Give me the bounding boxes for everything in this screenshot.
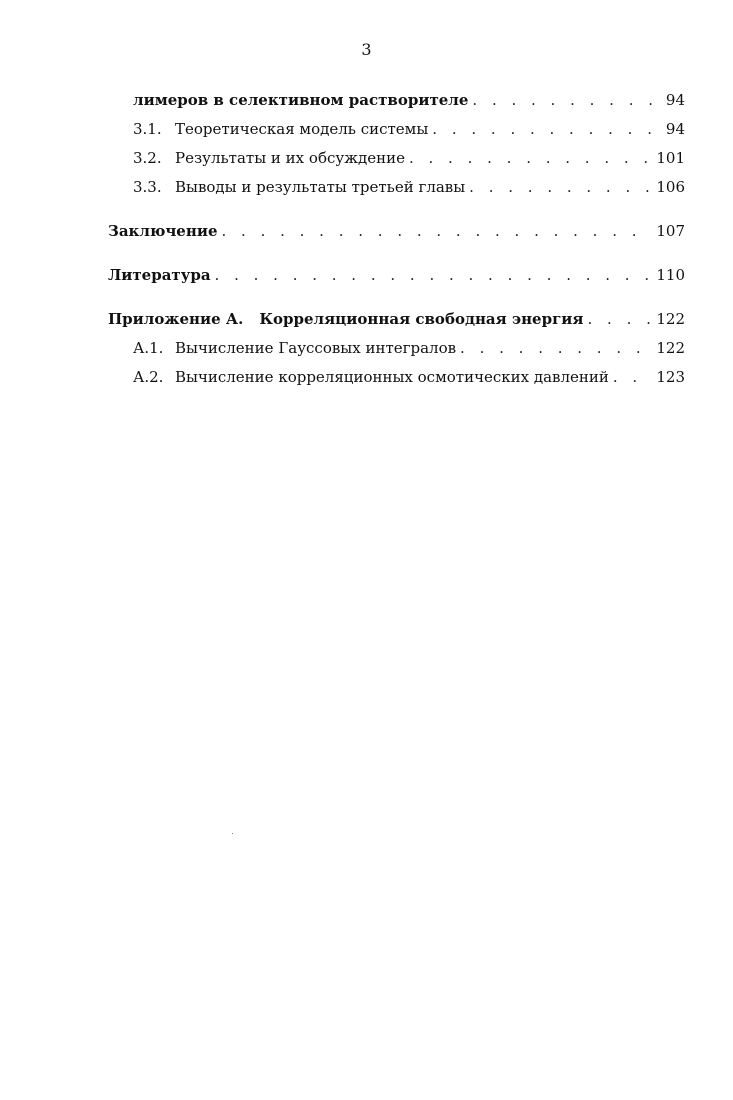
toc-entry-page: 110 — [656, 266, 685, 284]
dot-leader — [472, 86, 657, 115]
toc-entry-title: Теоретическая модель системы — [175, 120, 429, 138]
page-number: 3 — [361, 40, 372, 59]
toc-entry-title: Корреляционная свободная энергия — [259, 310, 584, 328]
dot-leader — [469, 173, 650, 202]
toc-entry-number: 3.2. — [133, 149, 162, 167]
toc-entry-title: лимеров в селективном растворителе — [133, 91, 469, 109]
toc-entry-appendix-a[interactable] — [108, 305, 685, 334]
toc-entry-literature[interactable] — [108, 261, 685, 290]
toc-entry-title: Литература — [108, 266, 211, 284]
toc-entry-page: 101 — [656, 149, 685, 167]
dot-leader — [432, 115, 657, 144]
toc-entry-appendix-label: Приложение А. — [108, 310, 244, 328]
dot-leader — [215, 261, 651, 290]
toc-entry-number: 3.1. — [133, 120, 162, 138]
dot-leader — [613, 363, 650, 392]
dot-leader — [460, 334, 650, 363]
toc-entry-page: 107 — [656, 222, 685, 240]
toc-entry-title: Вычисление корреляционных осмотических давлений — [175, 368, 609, 386]
toc-entry-title: Заключение — [108, 222, 218, 240]
toc-entry-title: Выводы и результаты третьей главы — [175, 178, 466, 196]
toc-entry-number: А.1. — [133, 339, 164, 357]
toc-entry-section-a-1[interactable] — [108, 334, 685, 363]
toc-entry-page: 123 — [656, 368, 685, 386]
toc-entry-section-3-3[interactable] — [108, 173, 685, 202]
toc-entry-number: А.2. — [133, 368, 164, 386]
toc-entry-chapter3-continuation[interactable] — [108, 86, 685, 115]
toc-entry-page: 106 — [656, 178, 685, 196]
toc-entry-title: Вычисление Гауссовых интегралов — [175, 339, 457, 357]
toc-entry-section-a-2[interactable] — [108, 363, 685, 392]
toc-entry-page: 122 — [656, 339, 685, 357]
dot-leader — [222, 217, 651, 246]
toc-entry-section-3-2[interactable] — [108, 144, 685, 173]
toc-entry-number: 3.3. — [133, 178, 162, 196]
toc-entry-page: 122 — [656, 310, 685, 328]
toc-entry-conclusion[interactable] — [108, 217, 685, 246]
scan-speck — [232, 833, 233, 834]
toc-entry-page: 94 — [665, 120, 685, 138]
toc-entry-page: 94 — [665, 91, 685, 109]
dot-leader — [588, 305, 651, 334]
toc-entry-section-3-1[interactable] — [108, 115, 685, 144]
toc-entry-title: Результаты и их обсуждение — [175, 149, 405, 167]
dot-leader — [409, 144, 650, 173]
table-of-contents — [108, 86, 685, 392]
